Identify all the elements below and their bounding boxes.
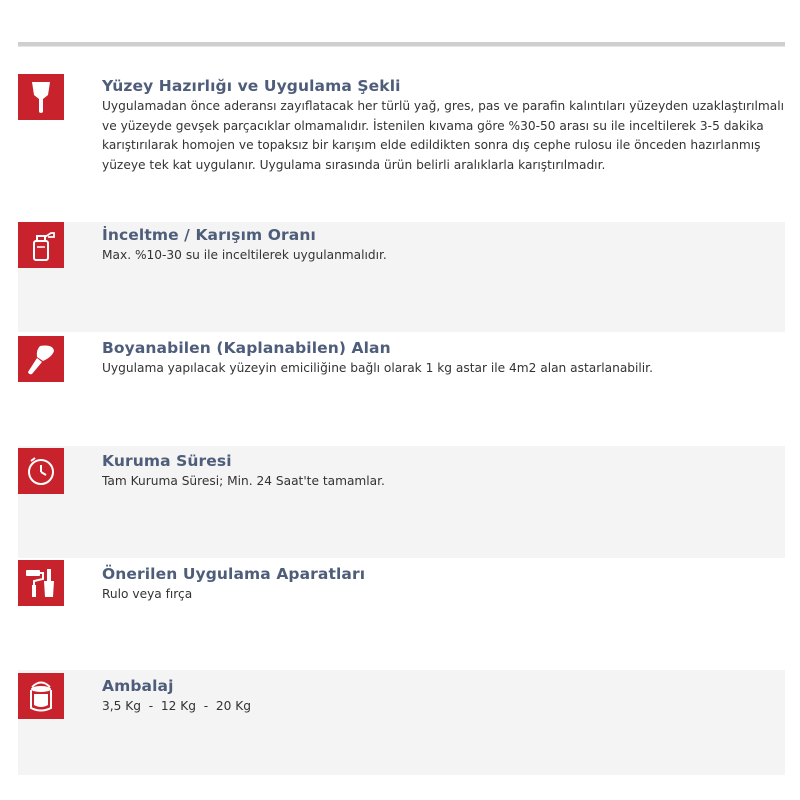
section-recommended-tools <box>18 558 785 670</box>
section-title: Ambalaj <box>102 677 174 695</box>
section-body: Uygulama yapılacak yüzeyin emiciliğine bağlı olarak 1 kg astar ile 4m2 alan astarlanabilir. <box>102 361 653 375</box>
section-title: Önerilen Uygulama Aparatları <box>102 565 366 583</box>
spray-can-icon <box>18 222 64 268</box>
section-title: Yüzey Hazırlığı ve Uygulama Şekli <box>102 77 401 95</box>
section-body: 3,5 Kg - 12 Kg - 20 Kg <box>102 699 251 713</box>
section-body: Max. %10-30 su ile inceltilerek uygulanmalıdır. <box>102 248 387 262</box>
paint-brush-icon <box>18 336 64 382</box>
roller-and-brush-icon <box>18 560 64 606</box>
putty-knife-icon <box>18 74 64 120</box>
clock-icon <box>18 448 64 494</box>
section-title: Boyanabilen (Kaplanabilen) Alan <box>102 339 391 357</box>
section-body: Rulo veya fırça <box>102 587 193 601</box>
section-surface-preparation <box>18 60 785 210</box>
section-coverage-area <box>18 334 785 444</box>
paint-bucket-icon <box>18 673 64 719</box>
section-drying-time <box>18 446 785 558</box>
top-divider <box>18 42 785 47</box>
section-body: Uygulamadan önce aderansı zayıflatacak her türlü yağ, gres, pas ve parafin kalıntıları yüzeyden uzaklaştırılmalı ve yüzeyde gevşek parçacıklar olmamalıdır. İstenilen kıvama göre %30-50 arası su ile inceltilerek 3-5 dakika karıştırılarak homojen ve topaksız bir karışım elde edildikten sonra dış cephe rulosu ile önceden hazırlanmış yüzeye tek kat uygulanır. Uygulama sırasında ürün belirli aralıklarla karıştırılmadır. <box>102 99 785 172</box>
section-title: İnceltme / Karışım Oranı <box>102 226 316 244</box>
section-packaging <box>18 670 785 776</box>
section-thinning-ratio <box>18 222 785 332</box>
page-footer-space <box>0 775 800 800</box>
section-title: Kuruma Süresi <box>102 452 232 470</box>
section-body: Tam Kuruma Süresi; Min. 24 Saat'te tamamlar. <box>102 474 385 488</box>
